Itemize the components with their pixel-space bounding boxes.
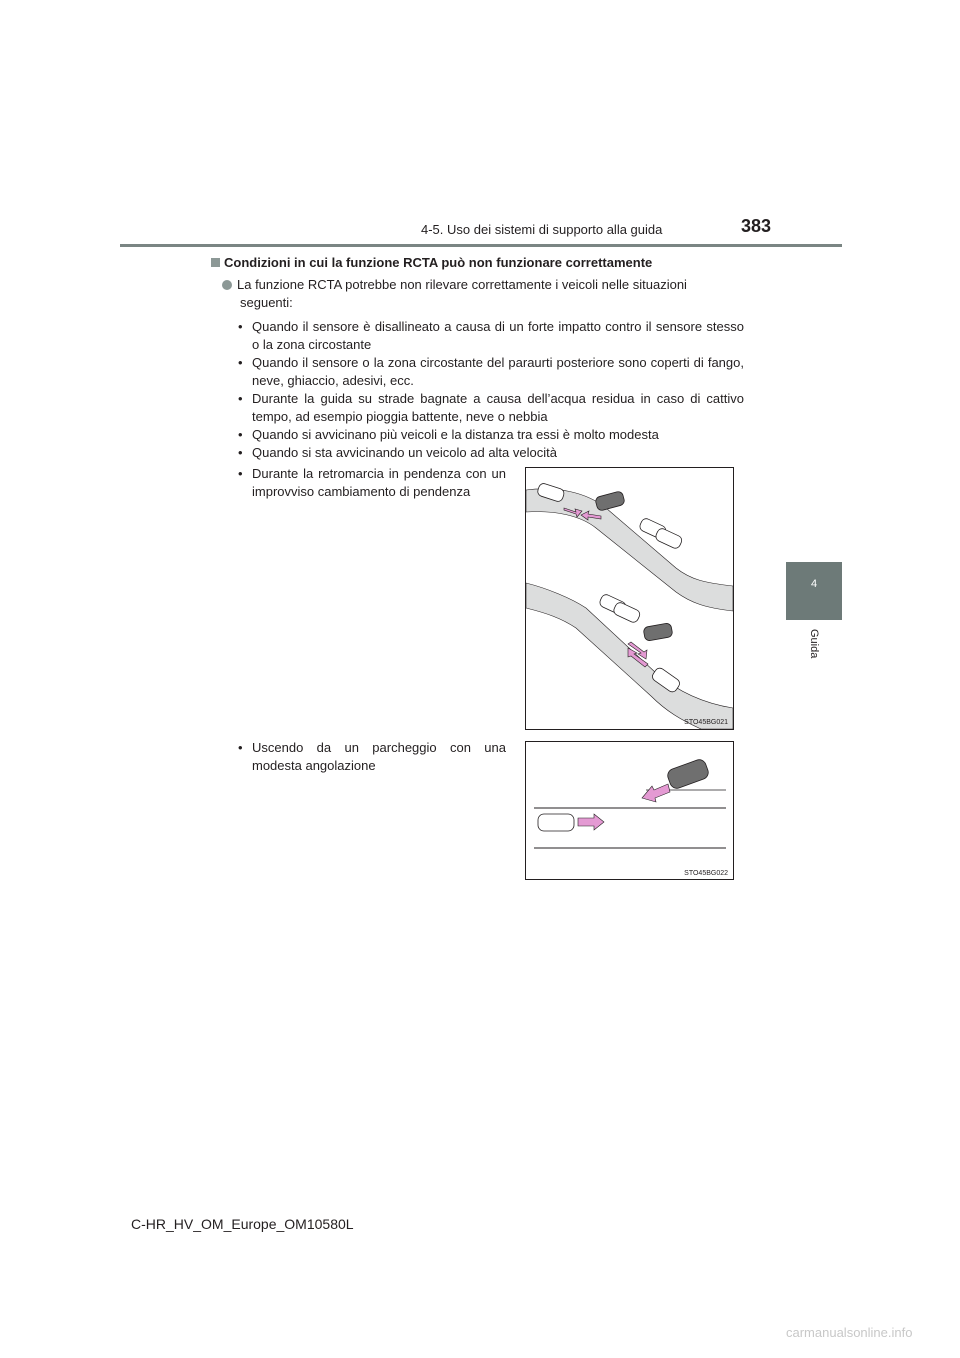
circle-bullet-icon [222, 280, 232, 290]
chapter-number: 4 [810, 578, 818, 590]
slope-illustration [526, 468, 733, 729]
watermark: carmanualsonline.info [786, 1325, 913, 1340]
page-number: 383 [741, 216, 772, 236]
list-item-parking: • Uscendo da un parcheggio con una modesta angolazione [238, 739, 506, 775]
lead-text-line2: seguenti: [240, 295, 293, 310]
document-id: C-HR_HV_OM_Europe_OM10580L [131, 1216, 354, 1232]
list-item: • Quando si avvicinano più veicoli e la distanza tra essi è molto modesta [238, 426, 744, 444]
list-item: • Quando il sensore o la zona circostante del paraurti posteriore sono coperti di fango, neve, ghiaccio, adesivi, ecc. [238, 354, 744, 390]
list-item: • Quando si sta avvicinando un veicolo ad alta velocità [238, 444, 744, 462]
parking-illustration [526, 742, 733, 879]
list-item-slope: • Durante la retromarcia in pendenza con un improvviso cambiamento di pendenza [238, 465, 506, 501]
running-header: 4-5. Uso dei sistemi di supporto alla guida [421, 222, 663, 237]
figure-slope-illustration [525, 467, 734, 730]
figure-parking-illustration [525, 741, 734, 880]
list-item: • Durante la guida su strade bagnate a causa dell’acqua residua in caso di cattivo tempo, ad esempio pioggia battente, neve o nebbia [238, 390, 744, 426]
lead-text-line1: La funzione RCTA potrebbe non rilevare correttamente i veicoli nelle situazioni [237, 277, 687, 292]
section-title [211, 255, 652, 270]
section-title-text: Condizioni in cui la funzione RCTA può non funzionare correttamente [224, 255, 653, 270]
lead-paragraph [222, 276, 744, 312]
chapter-tab-label [786, 623, 842, 687]
chapter-label: Guida [808, 629, 820, 659]
header-divider [120, 244, 842, 247]
list-item: • Quando il sensore è disallineato a causa di un forte impatto contro il sensore stesso o la zona circostante [238, 318, 744, 354]
figure-code: STO45BG022 [684, 870, 728, 877]
square-bullet-icon [211, 258, 220, 267]
chapter-tab[interactable] [786, 562, 842, 620]
figure-code: STO45BG021 [684, 719, 728, 726]
condition-list [238, 318, 744, 462]
